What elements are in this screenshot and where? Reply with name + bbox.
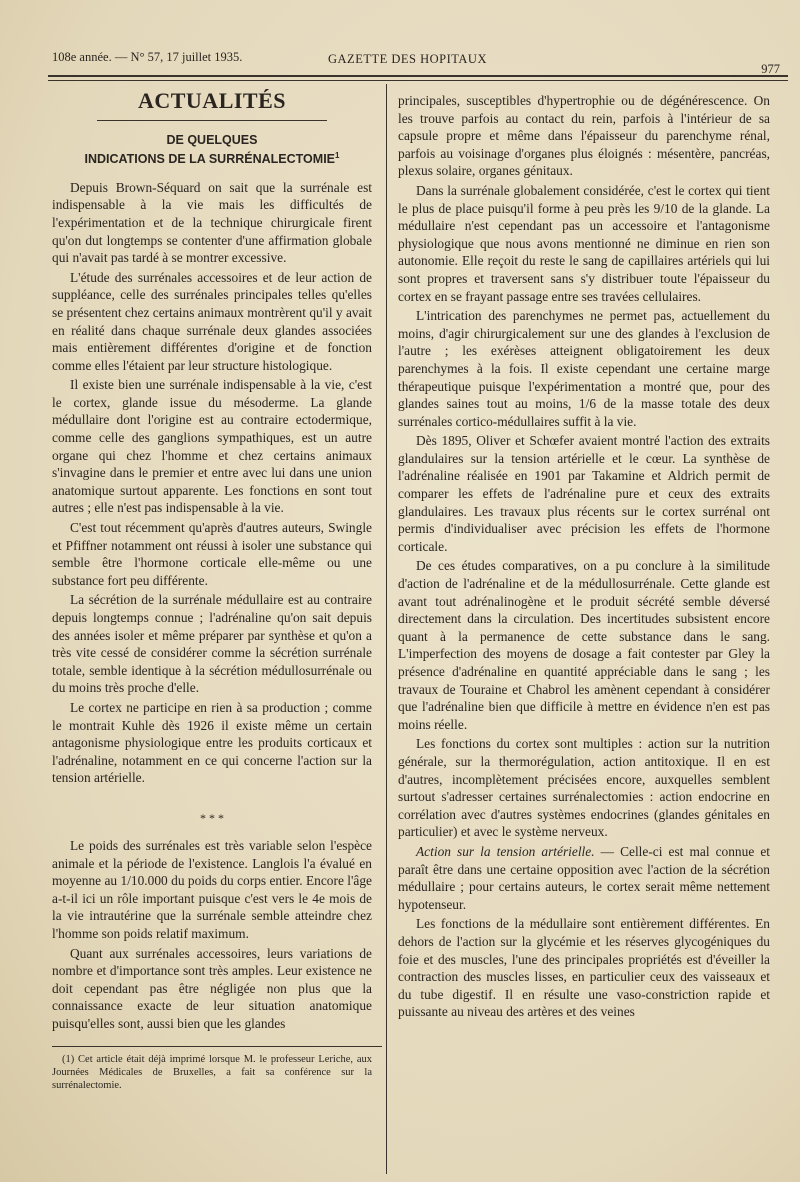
paragraph: De ces études comparatives, on a pu conclure à la similitude d'action de l'adrénaline et de la médullosurrénale. Cette glande est avant tout adrénalinogène et le produit sécrété semble déversé directement dans la circulation. Des incertitudes subsistent encore quant à la permanence de cette substance dans le sang. L'imperfection des moyens de dosage a fait contester par Gley la présence d'adrénaline en quantité appréciable dans le sang ; les travaux de Touraine et Chabrol les amènent cependant à considérer que l'adrénaline bien que difficile à mettre en évidence n'en est pas moins réelle. <box>398 558 770 732</box>
paragraph: Dès 1895, Oliver et Schœfer avaient montré l'action des extraits glandulaires sur la tension artérielle et le cœur. La synthèse de l'adrénaline réalisée en 1901 par Takamine et Aldrich permit de comparer les effets de l'adrénaline pure et ceux des extraits glandulaires. Les travaux plus récents sur le cortex surrénal ont permis d'individualiser avec précision les effets de l'hormone corticale. <box>398 433 770 554</box>
paragraph: Dans la surrénale globalement considérée, c'est le cortex qui tient le plus de place puisqu'il forme à peu près les 9/10 de la glande. La médullaire n'est cependant pas un accessoire et l'antagonisme physiologique que nous avons mentionné ne diminue en rien son autonomie. Elle reçoit du reste le sang de capillaires artériels qui lui sont propres et traversent sans s'y distribuer toute l'épaisseur du cortex en se frayant passage entre ses travées cellulaires. <box>398 182 770 304</box>
footnote: (1) Cet article était déjà imprimé lorsque M. le professeur Leriche, aux Journées Médicales de Bruxelles, a fait sa conférence sur la surrénalectomie. <box>52 1054 372 1092</box>
left-column <box>52 88 372 1094</box>
column-divider <box>386 84 387 1174</box>
page-header <box>50 48 780 78</box>
section-title: ACTUALITÉS <box>137 88 287 113</box>
paragraph: L'intrication des parenchymes ne permet pas, actuellement du moins, d'agir chirurgicalement sur une des glandes à l'exclusion de l'autre ; les exérèses atteignent obligatoirement les deux parenchymes à la fois. Il existe cependant une certaine marge thérapeutique puisque l'expérimentation a montré que, pour des glandes saines tout au moins, 1/6 de la masse totale des deux surrénales cortico-médullaires suffit à la vie. <box>398 308 770 429</box>
paragraph: Le cortex ne participe en rien à sa production ; comme le montrait Kuhle dès 1926 il existe même un certain antagonisme physiologique entre les produits corticaux et l'adrénaline, notamment en ce qui concerne l'action sur la tension artérielle. <box>52 699 372 786</box>
article-title <box>52 133 372 167</box>
paragraph: Les fonctions de la médullaire sont entièrement différentes. En dehors de l'action sur la glycémie et les réserves glycogéniques du foie et des muscles, l'une des principales propriétés est d'éveiller la contraction des muscles lisses, en particulier ceux des vaisseaux et du tube digestif. Il en résulte une vaso-constriction rapide et puissante au niveau des artères et des veines <box>398 916 770 1020</box>
footnote-rule <box>52 1046 382 1047</box>
paragraph: L'étude des surrénales accessoires et de leur action de suppléance, celle des surrénales principales telles qu'elles se présentent chez certains animaux montrèrent qu'il y avait en réalité dans chaque surrénale deux glandes associées mais entièrement différentes d'origine et de fonction comme elles l'étaient par leur structure histologique. <box>52 269 372 373</box>
italic-lead: Action sur la tension artérielle. <box>416 843 595 859</box>
article-title-line1: DE QUELQUES <box>166 132 258 147</box>
section-separator-stars: * * * <box>200 810 224 825</box>
right-column <box>398 92 770 1023</box>
paragraph-tension <box>398 843 770 913</box>
paragraph: Le poids des surrénales est très variable selon l'espèce animale et la période de l'existence. Langlois l'a évalué en moyenne au 1/10.000 du poids du corps entier. Encore l'âge a-t-il ici un rôle important puisque c'est vers le 4e mois de la vie intrautérine que la surrénale semble atteindre chez l'homme son poids relatif maximum. <box>52 837 372 941</box>
title-footnote-marker: 1 <box>335 150 340 160</box>
paragraph: Depuis Brown-Séquard on sait que la surrénale est indispensable à la vie mais les difficultés de l'expérimentation et de la technique chirurgicale firent qu'on dut longtemps se contenter d'une affirmation globale qui n'avait pas tardé à se montrer excessive. <box>52 179 372 266</box>
paragraph: principales, susceptibles d'hypertrophie ou de dégénérescence. On les trouve parfois au contact du rein, parfois à l'intérieur de sa capsule propre et même dans l'épaisseur du parenchyme rénal, parfois au voisinage d'organes plus éloignés : mésentère, pancréas, plexus solaire, organes génitaux. <box>398 93 770 179</box>
article-title-line2 <box>52 148 372 167</box>
paragraph: La sécrétion de la surrénale médullaire est au contraire depuis longtemps connue ; l'adrénaline qu'on sait depuis des années isoler et même préparer par synthèse et qu'on a très vite cessé de considérer comme la sécrétion surrénale totale, semble identique à la sécrétion médullosurrénale ou du moins très proche d'elle. <box>52 592 372 696</box>
header-rule <box>48 75 788 77</box>
paragraph: Les fonctions du cortex sont multiples : action sur la nutrition générale, sur la thermorégulation, action antitoxique. Il en est d'autres, incomplètement précisées encore, auxquelles semblent surtout s'adresser certaines surrénalectomies : action endocrine en corrélation avec d'autres systèmes endocrines (glandes génitales en particulier) et avec le système nerveux. <box>398 736 770 840</box>
article-title-text: INDICATIONS DE LA SURRÉNALECTOMIE <box>84 151 336 166</box>
paragraph: C'est tout récemment qu'après d'autres auteurs, Swingle et Pfiffner notamment ont réussi à isoler une substance qui semble être l'hormone corticale elle-même ou une substance fort peu différente. <box>52 520 372 588</box>
journal-name: GAZETTE DES HOPITAUX <box>328 52 487 66</box>
section-rule <box>97 120 327 121</box>
issue-line: 108e année. — N° 57, 17 juillet 1935. <box>52 50 243 64</box>
page-number: 977 <box>761 62 780 76</box>
paragraph-text: — Celle-ci est mal connue et paraît être dans une certaine opposition avec l'action de la sécrétion médullaire ; pour certains auteurs, le cortex serait même nettement hypotenseur. <box>398 843 770 912</box>
header-rule-thin <box>48 80 788 81</box>
paragraph: Il existe bien une surrénale indispensable à la vie, c'est le cortex, glande issue du mésoderme. La glande médullaire dont l'origine est au contraire ectodermique, comme celle des ganglions sympathiques, est un autre organe qui chez l'homme et chez certains animaux s'invagine dans le premier et entre avec lui dans une union anatomique surtout apparente. Les fonctions en sont tout autres ; elle n'est pas indispensable à la vie. <box>52 377 372 516</box>
paragraph: Quant aux surrénales accessoires, leurs variations de nombre et d'importance sont très amples. Leur existence ne doit cependant pas être négligée non plus que la connaissance exacte de leur situation anatomique puisqu'elles sont, aussi bien que les glandes <box>52 945 372 1031</box>
